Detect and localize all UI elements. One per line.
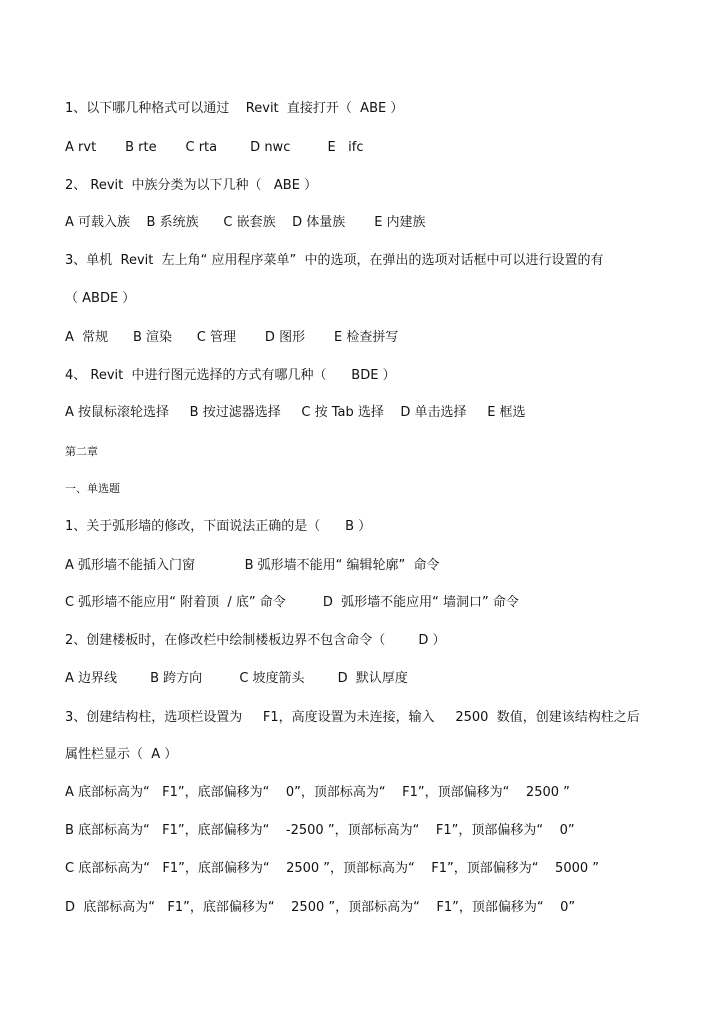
ch2-question-3-line: 3、创建结构柱，选项栏设置为 F1，高度设置为未连接，输入 2500 数值，创建该结构柱之后 — [65, 710, 640, 725]
chapter-heading: 第二章 — [65, 445, 98, 458]
ch2-question-1-options-ab: A 弧形墙不能插入门窗 B 弧形墙不能用“ 编辑轮廓” 命令 — [65, 558, 440, 573]
ch2-question-2-options: A 边界线 B 跨方向 C 坡度箭头 D 默认厚度 — [65, 671, 408, 686]
ch2-question-2-line: 2、创建楼板时，在修改栏中绘制楼板边界不包含命令（ D ） — [65, 633, 446, 648]
question-4-line: 4、 Revit 中进行图元选择的方式有哪几种（ BDE ） — [65, 368, 396, 383]
question-2-options: A 可载入族 B 系统族 C 嵌套族 D 体量族 E 内建族 — [65, 215, 426, 230]
ch2-question-1-line: 1、关于弧形墙的修改，下面说法正确的是（ B ） — [65, 519, 372, 534]
question-1-options: A rvt B rte C rta D nwc E ifc — [65, 140, 364, 155]
question-2-line: 2、 Revit 中族分类为以下几种（ ABE ） — [65, 178, 318, 193]
question-3-line: 3、单机 Revit 左上角“ 应用程序菜单” 中的选项，在弹出的选项对话框中可以进行设置的有 — [65, 253, 604, 268]
ch2-question-3-answer: 属性栏显示（ A ） — [65, 747, 178, 762]
question-4-options: A 按鼠标滚轮选择 B 按过滤器选择 C 按 Tab 选择 D 单击选择 E 框选 — [65, 405, 526, 420]
ch2-question-3-option-a: A 底部标高为“ F1”，底部偏移为“ 0”，顶部标高为“ F1”，顶部偏移为“ 2500 ” — [65, 785, 570, 800]
question-3-answer: （ ABDE ） — [65, 291, 136, 306]
ch2-question-3-option-b: B 底部标高为“ F1”，底部偏移为“ -2500 ”，顶部标高为“ F1”，顶部偏移为“ 0” — [65, 823, 575, 838]
ch2-question-3-option-d: D 底部标高为“ F1”，底部偏移为“ 2500 ”，顶部标高为“ F1”，顶部偏移为“ 0” — [65, 900, 576, 915]
section-heading: 一、单选题 — [65, 482, 120, 495]
question-3-options: A 常规 B 渲染 C 管理 D 图形 E 检查拼写 — [65, 330, 399, 345]
question-1-line: 1、以下哪几种格式可以通过 Revit 直接打开（ ABE ） — [65, 101, 404, 116]
ch2-question-1-options-cd: C 弧形墙不能应用“ 附着顶 / 底” 命令 D 弧形墙不能应用“ 墙洞口” 命令 — [65, 595, 519, 610]
ch2-question-3-option-c: C 底部标高为“ F1”，底部偏移为“ 2500 ”，顶部标高为“ F1”，顶部偏移为“ 5000 ” — [65, 861, 600, 876]
